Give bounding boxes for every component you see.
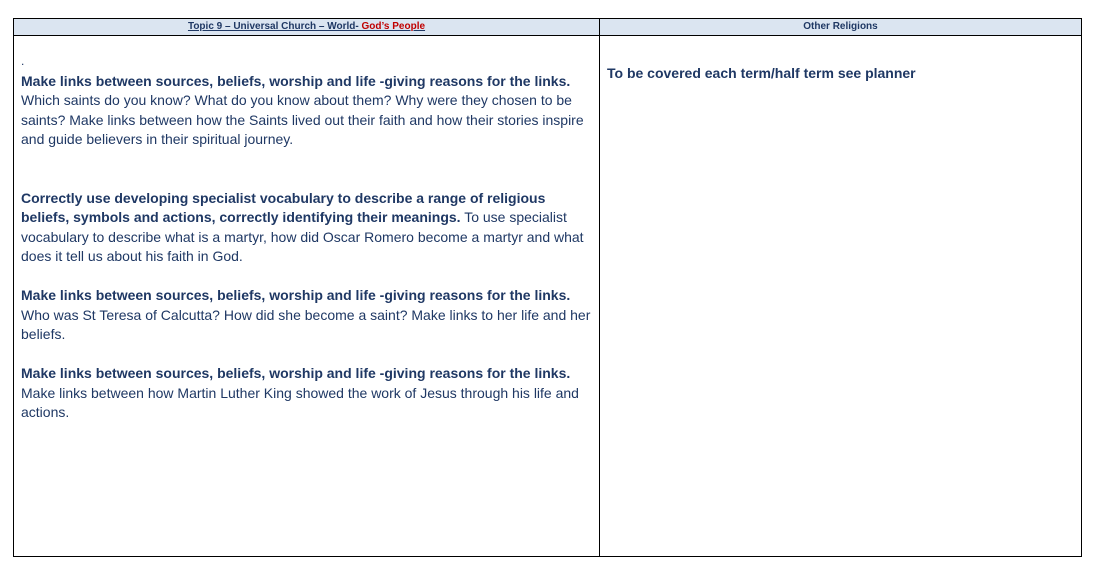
spacer: [21, 267, 593, 287]
stray-dot: .: [21, 54, 25, 68]
objective-heading: Correctly use developing specialist vocabulary to describe a range of religious beliefs, symbols and actions, correctly identifying their meanings.: [21, 189, 546, 225]
table-header-row: [14, 19, 1081, 36]
objective-heading: Make links between sources, beliefs, worship and life -giving reasons for the links.: [21, 365, 571, 381]
topic-header: [14, 19, 600, 35]
other-religions-header: Other Religions: [803, 21, 878, 32]
topic-content-cell: [14, 36, 600, 556]
spacer: [21, 150, 593, 189]
objective-text: Which saints do you know? What do you know about them? Why were they chosen to be saints? Make links between how the Saints lived out their faith and how their stories inspire and guide believers in their spiritual journey.: [21, 92, 584, 147]
topic-header-highlight: God’s People: [361, 21, 426, 32]
other-religions-note: To be covered each term/half term see planner: [607, 65, 916, 81]
objective-text: Make links between how Martin Luther King showed the work of Jesus through his life and actions.: [21, 384, 579, 420]
spacer: [21, 345, 593, 365]
objective-block-mlk: [21, 364, 593, 423]
table-body-row: [14, 36, 1081, 556]
objective-text: Who was St Teresa of Calcutta? How did she become a saint? Make links to her life and her beliefs.: [21, 306, 591, 342]
objective-block-teresa: [21, 286, 593, 345]
objective-block-saints: [21, 72, 593, 150]
planner-table: [13, 18, 1082, 557]
topic-header-prefix: Topic 9 – Universal Church – World-: [187, 21, 362, 32]
objective-heading: Make links between sources, beliefs, worship and life -giving reasons for the links.: [21, 287, 571, 303]
objective-text: To use specialist vocabulary to describe what is a martyr, how did Oscar Romero become a martyr and what does it tell us about his faith in God.: [21, 209, 584, 264]
objective-heading: Make links between sources, beliefs, worship and life -giving reasons for the links.: [21, 72, 571, 89]
other-religions-cell: [600, 36, 1081, 556]
objective-block-martyr: [21, 189, 593, 267]
